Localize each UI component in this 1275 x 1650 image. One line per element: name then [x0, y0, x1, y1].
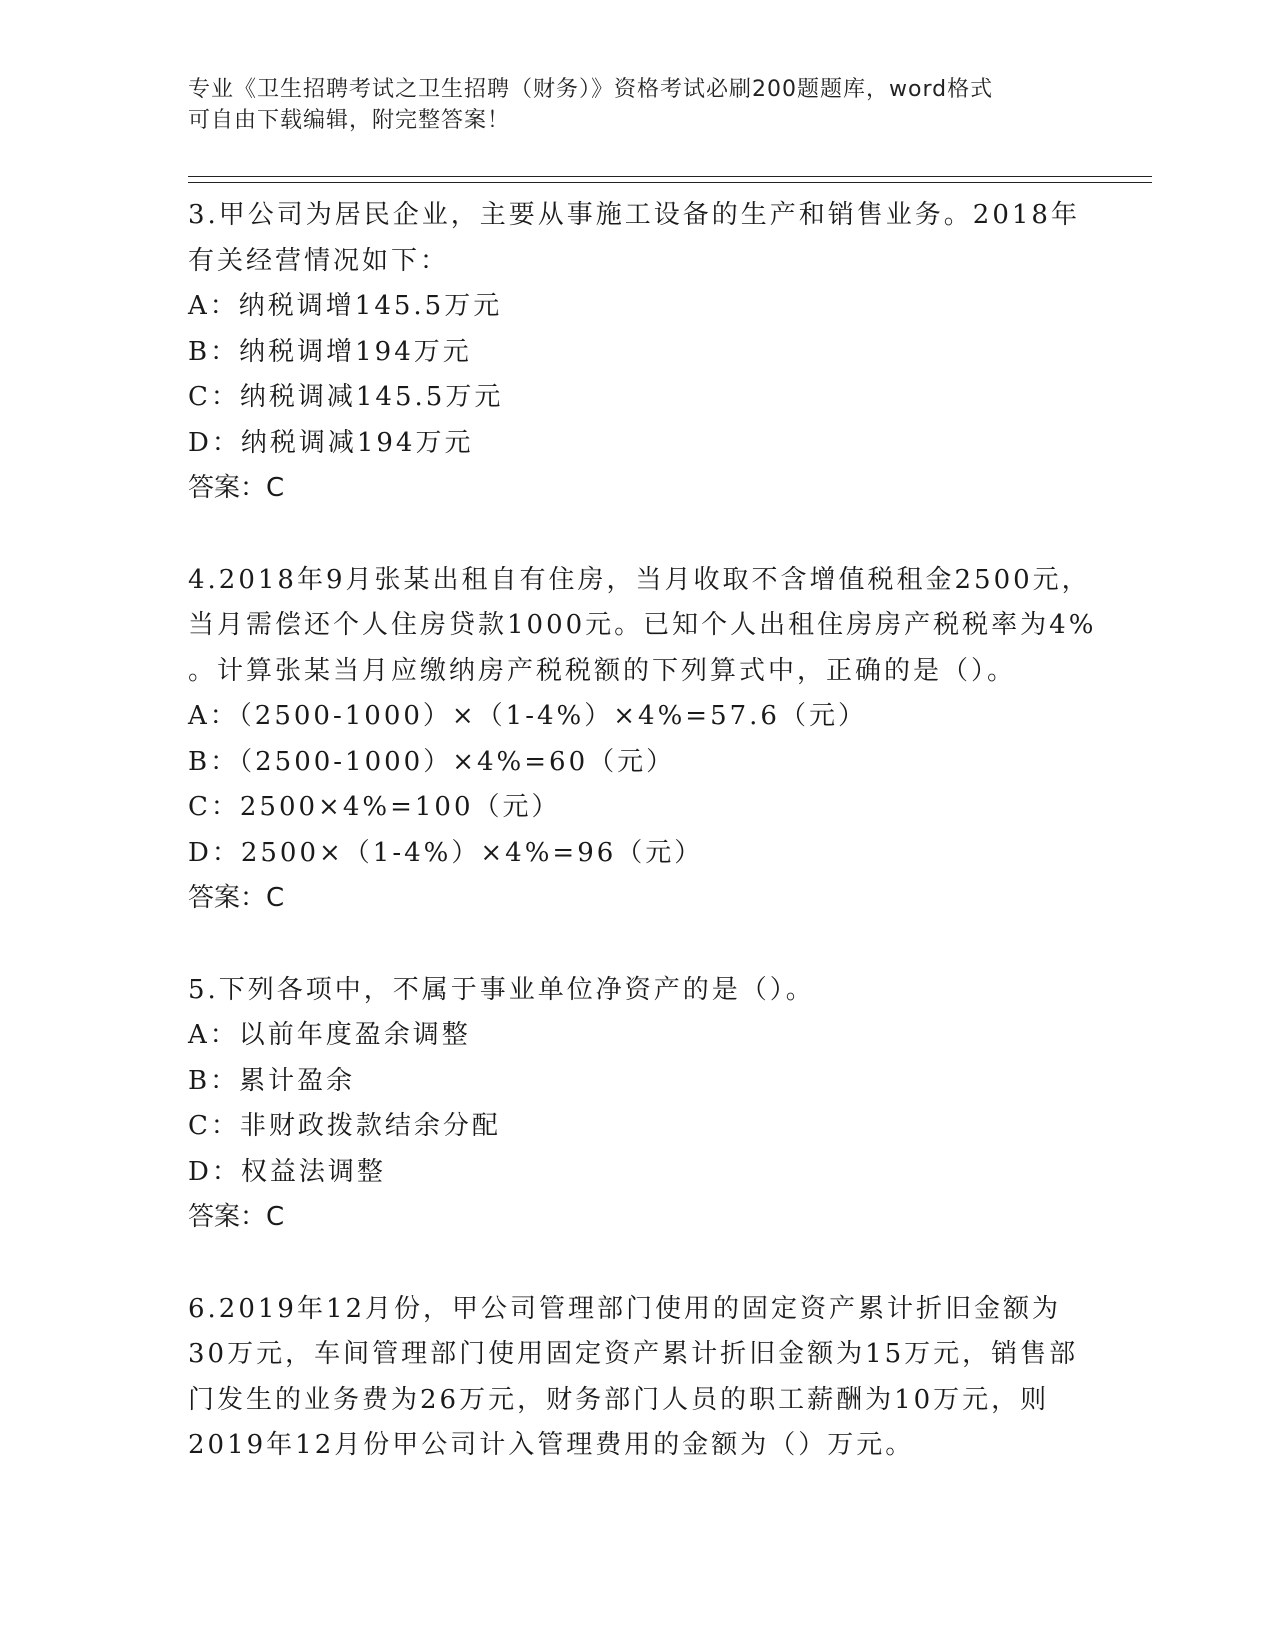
question-stem-line: 有关经营情况如下： — [188, 245, 450, 276]
header-divider-top — [188, 176, 1152, 177]
option-b: B：（2500-1000）×4%=60（元） — [188, 746, 676, 777]
header-line-2: 可自由下载编辑，附完整答案！ — [188, 108, 511, 133]
question-stem-line: 3.甲公司为居民企业，主要从事施工设备的生产和销售业务。2018年 — [188, 200, 1080, 230]
question-stem-line: 2019年12月份甲公司计入管理费用的金额为（）万元。 — [188, 1430, 915, 1460]
question-stem-line: 30万元，车间管理部门使用固定资产累计折旧金额为15万元，销售部 — [188, 1339, 1079, 1369]
option-d: D：2500×（1-4%）×4%=96（元） — [188, 837, 704, 868]
question-4 — [188, 558, 1097, 922]
option-b: B：累计盈余 — [188, 1065, 356, 1096]
option-b: B：纳税调增194万元 — [188, 336, 472, 367]
answer-line: 答案：C — [188, 1202, 285, 1232]
question-list — [188, 193, 1097, 1469]
question-3 — [188, 193, 1088, 512]
question-5 — [188, 968, 1088, 1241]
option-c: C：2500×4%=100（元） — [188, 792, 561, 822]
question-stem-line: 门发生的业务费为26万元，财务部门人员的职工薪酬为10万元，则 — [188, 1384, 1050, 1415]
question-stem-line: 。计算张某当月应缴纳房产税税额的下列算式中，正确的是（）。 — [188, 655, 1017, 686]
option-a: A：以前年度盈余调整 — [188, 1020, 471, 1050]
spacer — [188, 922, 1088, 968]
question-stem-line: 当月需偿还个人住房贷款1000元。已知个人出租住房房产税税率为4% — [188, 610, 1097, 640]
option-c: C：纳税调减145.5万元 — [188, 382, 504, 412]
spacer — [188, 512, 1088, 558]
document-header — [188, 74, 1068, 136]
option-a: A：（2500-1000）×（1-4%）×4%=57.6（元） — [188, 701, 867, 731]
option-d: D：纳税调减194万元 — [188, 427, 474, 458]
question-6 — [188, 1287, 1088, 1469]
question-stem-line: 6.2019年12月份，甲公司管理部门使用的固定资产累计折旧金额为 — [188, 1293, 1062, 1324]
option-a: A：纳税调增145.5万元 — [188, 291, 503, 321]
option-c: C：非财政拨款结余分配 — [188, 1111, 501, 1141]
question-stem-line: 5.下列各项中，不属于事业单位净资产的是（）。 — [188, 974, 815, 1005]
question-stem-line: 4.2018年9月张某出租自有住房，当月收取不含增值税租金2500元， — [188, 564, 1091, 595]
answer-line: 答案：C — [188, 883, 285, 913]
header-divider-bottom — [188, 182, 1152, 183]
header-line-1: 专业《卫生招聘考试之卫生招聘（财务）》资格考试必刷200题题库，word格式 — [188, 77, 994, 102]
spacer — [188, 1241, 1088, 1287]
answer-line: 答案：C — [188, 473, 285, 503]
option-d: D：权益法调整 — [188, 1156, 386, 1187]
